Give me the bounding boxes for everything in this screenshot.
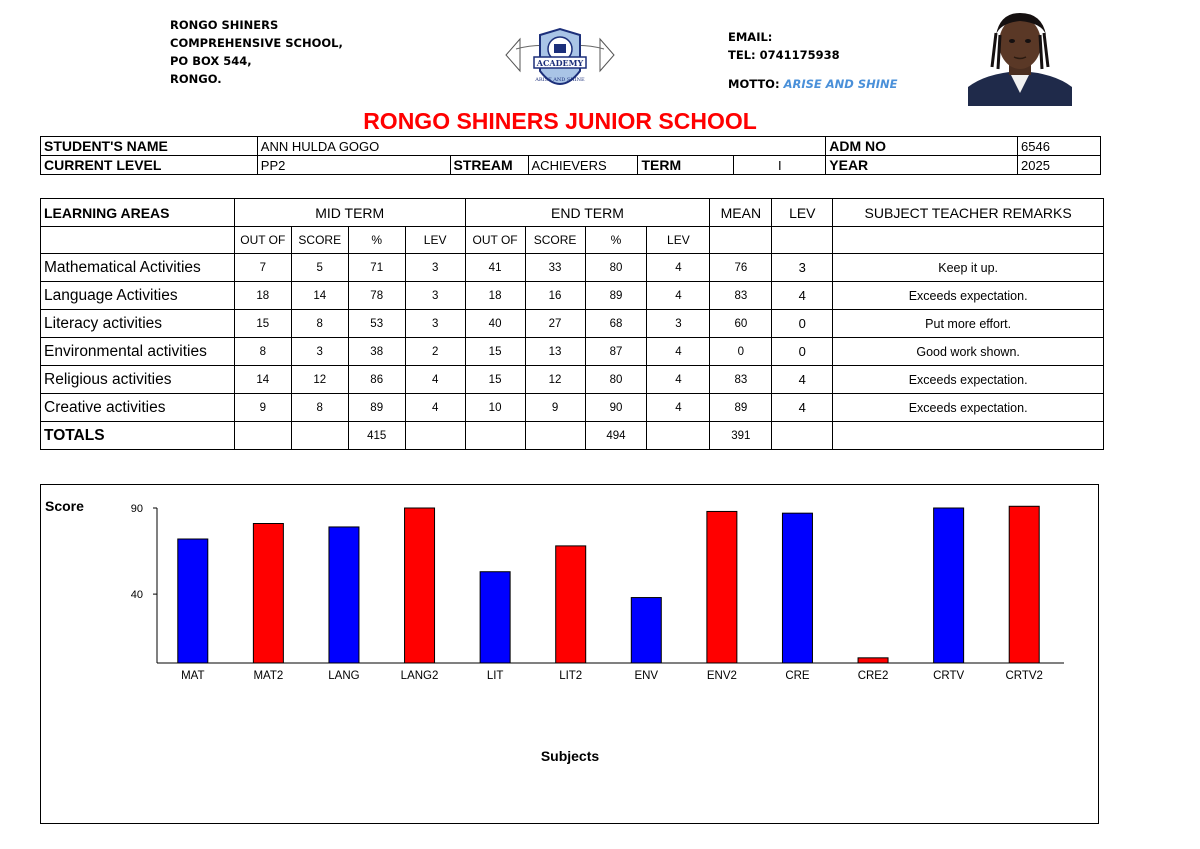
header-mid-pct: % [348,227,405,254]
header-end-out-of: OUT OF [465,227,525,254]
end-lev: 3 [647,310,710,338]
header-lev: LEV [772,199,833,227]
end-lev: 4 [647,282,710,310]
current-level-value: PP2 [257,156,450,175]
end-lev: 4 [647,254,710,282]
email-label: EMAIL: [728,30,773,44]
end-out-of: 18 [465,282,525,310]
student-photo [968,9,1072,106]
adm-no-label: ADM NO [826,137,1018,156]
mid-lev: 3 [405,282,465,310]
current-level-label: CURRENT LEVEL [41,156,258,175]
end-pct: 87 [585,338,647,366]
mean: 60 [710,310,772,338]
table-row [41,366,1104,394]
mean: 83 [710,282,772,310]
mid-pct: 38 [348,338,405,366]
student-name-value: ANN HULDA GOGO [257,137,825,156]
end-lev: 4 [647,394,710,422]
bar-crtv2 [1009,506,1039,663]
header-remarks: SUBJECT TEACHER REMARKS [833,199,1104,227]
totals-label: TOTALS [41,422,235,450]
mid-out-of: 7 [234,254,291,282]
subject-name: Literacy activities [41,310,235,338]
score-chart-svg [41,485,1098,823]
mid-lev: 4 [405,366,465,394]
mid-pct: 86 [348,366,405,394]
chart-xlabel: Subjects [540,748,600,764]
end-out-of: 10 [465,394,525,422]
mid-pct: 71 [348,254,405,282]
remark: Exceeds expectation. [833,394,1104,422]
y-tick-label: 40 [130,589,143,602]
term-value: I [734,156,826,175]
end-score: 27 [525,310,585,338]
lev: 4 [772,282,833,310]
remark: Good work shown. [833,338,1104,366]
year-label: YEAR [826,156,1018,175]
bar-lit [480,572,510,663]
table-row [41,310,1104,338]
header-end-term: END TERM [465,199,710,227]
bar-lit2 [556,546,586,663]
end-score: 16 [525,282,585,310]
lev: 0 [772,338,833,366]
address-line: RONGO SHINERS [170,18,279,32]
header-end-lev: LEV [647,227,710,254]
x-tick-label: LIT [486,670,504,682]
subject-name: Religious activities [41,366,235,394]
x-tick-label: CRTV2 [1005,670,1043,682]
end-lev: 4 [647,366,710,394]
totals-row [41,422,1104,450]
end-out-of: 15 [465,366,525,394]
x-tick-label: LIT2 [559,670,583,682]
logo-text: ACADEMY [536,58,584,68]
remark: Exceeds expectation. [833,282,1104,310]
bar-env2 [707,511,737,663]
header-mid-out-of: OUT OF [234,227,291,254]
end-lev: 4 [647,338,710,366]
student-name-label: STUDENT'S NAME [41,137,258,156]
y-tick-label: 90 [130,503,143,515]
lev: 4 [772,366,833,394]
lev: 0 [772,310,833,338]
mid-score: 8 [291,394,348,422]
subject-name: Mathematical Activities [41,254,235,282]
table-row [41,338,1104,366]
end-out-of: 40 [465,310,525,338]
mean: 76 [710,254,772,282]
mid-score: 3 [291,338,348,366]
bar-lang [329,527,359,663]
end-score: 13 [525,338,585,366]
end-score: 9 [525,394,585,422]
mean: 83 [710,366,772,394]
year-value: 2025 [1018,156,1101,175]
mid-pct: 78 [348,282,405,310]
mid-score: 5 [291,254,348,282]
address-line: COMPREHENSIVE SCHOOL, [170,36,343,50]
mid-score: 14 [291,282,348,310]
bar-cre [782,513,812,663]
remark: Keep it up. [833,254,1104,282]
mid-lev: 3 [405,310,465,338]
score-chart [40,484,1099,824]
table-row [41,254,1104,282]
totals-mid-pct: 415 [348,422,405,450]
mid-score: 8 [291,310,348,338]
term-label: TERM [638,156,734,175]
chart-ylabel: Score [45,498,84,514]
end-pct: 68 [585,310,647,338]
header-mid-lev: LEV [405,227,465,254]
end-pct: 90 [585,394,647,422]
x-tick-label: LANG2 [400,670,439,682]
bar-mat [178,539,208,663]
lev: 4 [772,394,833,422]
bar-cre2 [858,658,888,663]
x-tick-label: CRE2 [857,670,889,682]
header-end-pct: % [585,227,647,254]
bar-mat2 [253,524,283,664]
totals-mean: 391 [710,422,772,450]
mid-out-of: 18 [234,282,291,310]
header-mean: MEAN [710,199,772,227]
logo-subtext: ARISE AND SHINE [535,77,585,83]
mid-out-of: 15 [234,310,291,338]
x-tick-label: MAT [181,670,205,682]
totals-end-pct: 494 [585,422,647,450]
student-info-table [40,136,1101,175]
bar-lang2 [405,508,435,663]
address-line: PO BOX 544, [170,54,252,68]
tel-number: TEL: 0741175938 [728,48,840,62]
mean: 89 [710,394,772,422]
adm-no-value: 6546 [1018,137,1101,156]
mid-out-of: 8 [234,338,291,366]
end-pct: 89 [585,282,647,310]
x-tick-label: ENV [634,670,659,682]
address-line: RONGO. [170,72,222,86]
mid-pct: 53 [348,310,405,338]
school-title: RONGO SHINERS JUNIOR SCHOOL [363,108,757,134]
table-row [41,282,1104,310]
stream-value: ACHIEVERS [528,156,638,175]
subject-name: Language Activities [41,282,235,310]
end-pct: 80 [585,254,647,282]
x-tick-label: MAT2 [253,670,284,682]
mid-lev: 4 [405,394,465,422]
end-pct: 80 [585,366,647,394]
table-row [41,394,1104,422]
mid-pct: 89 [348,394,405,422]
end-score: 12 [525,366,585,394]
mid-out-of: 14 [234,366,291,394]
contact-block [728,28,898,93]
x-tick-label: LANG [328,670,360,682]
x-tick-label: CRE [785,670,810,682]
end-out-of: 15 [465,338,525,366]
header-learning-areas: LEARNING AREAS [41,199,235,227]
mid-out-of: 9 [234,394,291,422]
mid-score: 12 [291,366,348,394]
motto-label: MOTTO: [728,77,780,91]
mid-lev: 2 [405,338,465,366]
bar-crtv [934,508,964,663]
x-tick-label: CRTV [933,670,965,682]
remark: Exceeds expectation. [833,366,1104,394]
motto [728,75,898,93]
stream-label: STREAM [450,156,528,175]
end-score: 33 [525,254,585,282]
subject-name: Creative activities [41,394,235,422]
mid-lev: 3 [405,254,465,282]
bar-env [631,598,661,663]
marks-table [40,198,1104,450]
motto-value: ARISE AND SHINE [783,77,898,91]
remark: Put more effort. [833,310,1104,338]
lev: 3 [772,254,833,282]
school-logo [498,25,622,101]
end-out-of: 41 [465,254,525,282]
x-tick-label: ENV2 [706,670,737,682]
header-mid-score: SCORE [291,227,348,254]
school-address [170,16,343,88]
subject-name: Environmental activities [41,338,235,366]
header-end-score: SCORE [525,227,585,254]
header-mid-term: MID TERM [234,199,465,227]
mean: 0 [710,338,772,366]
